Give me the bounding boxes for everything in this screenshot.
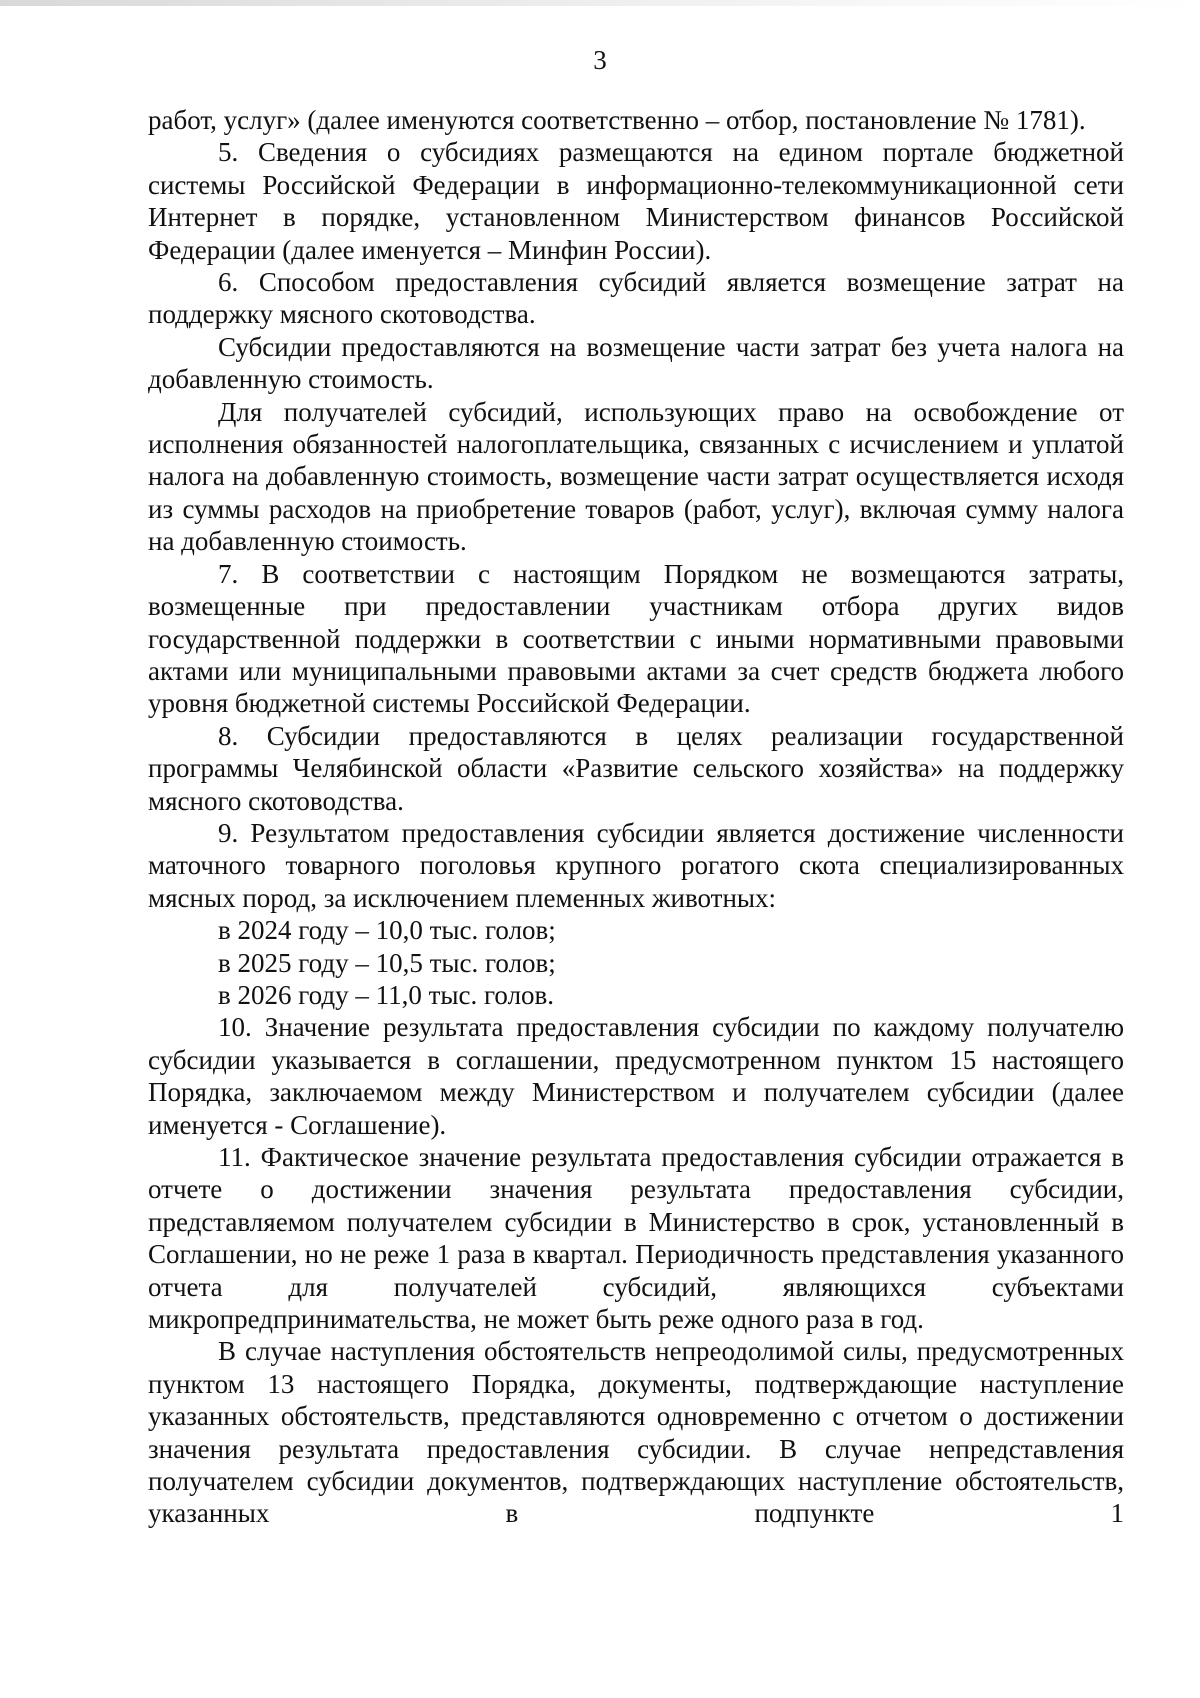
paragraph-force-majeure: В случае наступления обстоятельств непреодолимой силы, предусмотренных пунктом 13 настоящего Порядка, документы, подтверждающие наступление указанных обстоятельств, представляются одновременно с отчетом о достижении значения результата предоставления субсидии. В случае непредставления получателем субсидии документов, подтверждающих наступление обстоятельств, указанных в подпункте 1 xyxy=(148,1336,1124,1529)
paragraph-vat-exclusion: Субсидии предоставляются на возмещение части затрат без учета налога на добавленную стоимость. xyxy=(148,331,1124,395)
paragraph-item-8: 8. Субсидии предоставляются в целях реализации государственной программы Челябинской области «Развитие сельского хозяйства» на поддержку мясного скотоводства. xyxy=(148,720,1124,816)
document-body xyxy=(148,104,1124,1530)
scan-edge-shadow xyxy=(0,0,1200,6)
paragraph-item-11: 11. Фактическое значение результата предоставления субсидии отражается в отчете о достижении значения результата предоставления субсидии, представляемом получателем субсидии в Министерство в срок, установленный в Соглашении, но не реже 1 раза в квартал. Периодичность представления указанного отчета для получателей субсидий, являющихся субъектами микропредпринимательства, не может быть реже одного раза в год. xyxy=(148,1142,1124,1335)
paragraph-vat-exemption: Для получателей субсидий, использующих право на освобождение от исполнения обязанностей налогоплательщика, связанных с исчислением и уплатой налога на добавленную стоимость, возмещение части затрат осуществляется исходя из суммы расходов на приобретение товаров (работ, услуг), включая сумму налога на добавленную стоимость. xyxy=(148,396,1124,557)
paragraph-continuation: работ, услуг» (далее именуются соответственно – отбор, постановление № 1781). xyxy=(148,105,1086,135)
paragraph-item-5: 5. Сведения о субсидиях размещаются на едином портале бюджетной системы Российской Федерации в информационно-телекоммуникационной сети Интернет в порядке, установленном Министерством финансов Российской Федерации (далее именуется – Минфин России). xyxy=(148,137,1124,265)
paragraph-item-10: 10. Значение результата предоставления субсидии по каждому получателю субсидии указывается в соглашении, предусмотренном пунктом 15 настоящего Порядка, заключаемом между Министерством и получателем субсидии (далее именуется - Соглашение). xyxy=(148,1012,1124,1140)
paragraph-item-9: 9. Результатом предоставления субсидии является достижение численности маточного товарного поголовья крупного рогатого скота специализированных мясных пород, за исключением племенных животных: xyxy=(148,817,1124,913)
target-2026: в 2026 году – 11,0 тыс. голов. xyxy=(218,979,555,1010)
paragraph-item-7: 7. В соответствии с настоящим Порядком не возмещаются затраты, возмещенные при предоставлении участникам отбора других видов государственной поддержки в соответствии с иными нормативными правовыми актами или муниципальными правовыми актами за счет средств бюджета любого уровня бюджетной системы Российской Федерации. xyxy=(148,558,1124,719)
paragraph-item-6: 6. Способом предоставления субсидий является возмещение затрат на поддержку мясного скотоводства. xyxy=(148,267,1124,330)
page-number: 3 xyxy=(593,45,607,75)
target-2025: в 2025 году – 10,5 тыс. голов; xyxy=(218,947,556,978)
target-2024: в 2024 году – 10,0 тыс. голов; xyxy=(218,915,556,946)
